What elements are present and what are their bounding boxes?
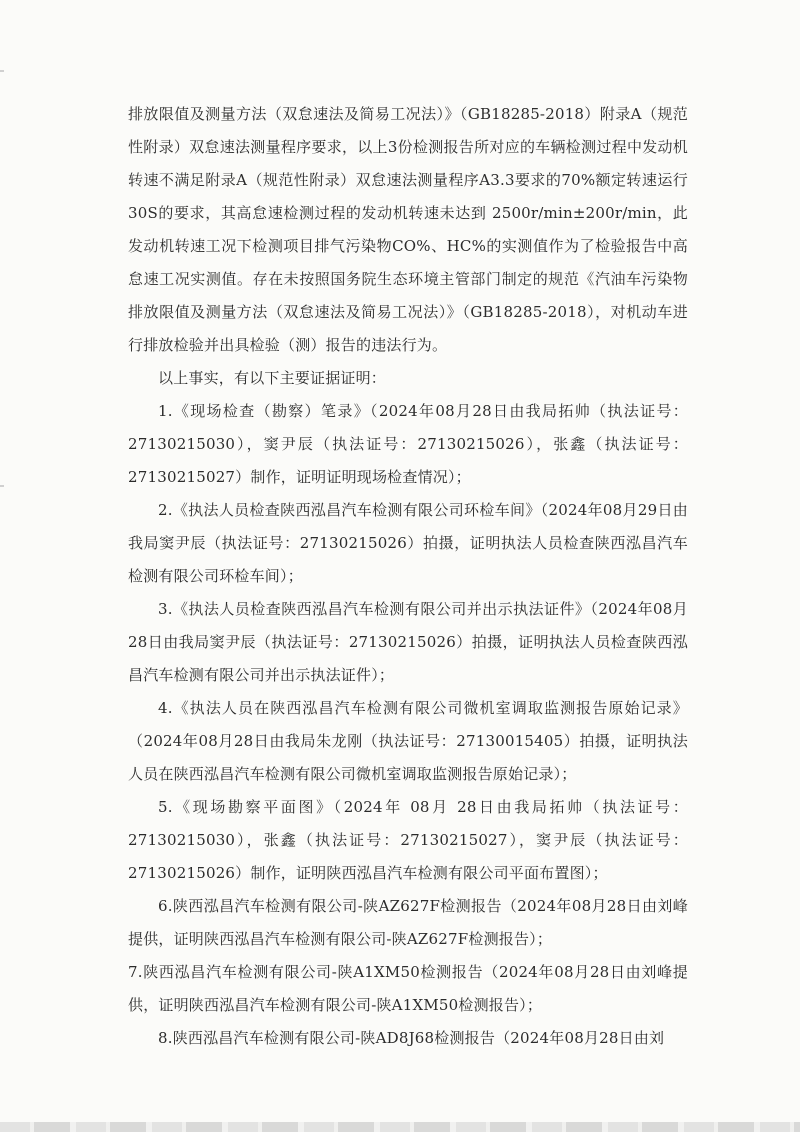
evidence-item-8: 8.陕西泓昌汽车检测有限公司-陕AD8J68检测报告（2024年08月28日由刘 bbox=[158, 1029, 665, 1047]
scan-bottom-edge bbox=[0, 1122, 800, 1132]
paragraph-evidence-intro: 以上事实，有以下主要证据证明： bbox=[158, 369, 387, 387]
evidence-item-2: 2.《执法人员检查陕西泓昌汽车检测有限公司环检车间》（2024年08月29日由我局窦尹辰（执法证号：27130215026）拍摄，证明执法人员检查陕西泓昌汽车检测有限公司环检车间）； bbox=[128, 501, 688, 585]
evidence-item-5: 5.《现场勘察平面图》（2024年 08月 28日由我局拓帅（执法证号：27130215030），张鑫（执法证号：27130215027），窦尹辰（执法证号：27130215026）制作，证明陕西泓昌汽车检测有限公司平面布置图）； bbox=[128, 798, 688, 882]
evidence-item-3: 3.《执法人员检查陕西泓昌汽车检测有限公司并出示执法证件》（2024年08月28日由我局窦尹辰（执法证号：27130215026）拍摄，证明执法人员检查陕西泓昌汽车检测有限公司并出示执法证件）； bbox=[128, 600, 688, 684]
scan-edge-mark bbox=[0, 70, 4, 72]
evidence-item-1: 1.《现场检查（勘察）笔录》（2024年08月28日由我局拓帅（执法证号：27130215030），窦尹辰（执法证号：27130215026），张鑫（执法证号：27130215027）制作，证明证明现场检查情况）； bbox=[128, 402, 688, 486]
evidence-item-6: 6.陕西泓昌汽车检测有限公司-陕AZ627F检测报告（2024年08月28日由刘峰提供，证明陕西泓昌汽车检测有限公司-陕AZ627F检测报告）； bbox=[128, 897, 688, 948]
document-body bbox=[128, 98, 688, 1055]
scan-edge-mark bbox=[0, 485, 4, 487]
paragraph-continuation: 排放限值及测量方法（双怠速法及简易工况法）》（GB18285-2018）附录A（规范性附录）双怠速法测量程序要求，以上3份检测报告所对应的车辆检测过程中发动机转速不满足附录A（规范性附录）双怠速法测量程序A3.3要求的70%额定转速运行 30S的要求，其高怠速检测过程的发动机转速未达到 2500r/min±200r/min，此发动机转速工况下检测项目排气污染物CO%、HC%的实测值作为了检验报告中高怠速工况实测值。存在未按照国务院生态环境主管部门制定的规范《汽油车污染物排放限值及测量方法（双怠速法及简易工况法）》（GB18285-2018），对机动车进行排放检验并出具检验（测）报告的违法行为。 bbox=[128, 105, 688, 354]
evidence-item-7: 7.陕西泓昌汽车检测有限公司-陕A1XM50检测报告（2024年08月28日由刘峰提供，证明陕西泓昌汽车检测有限公司-陕A1XM50检测报告）； bbox=[128, 963, 688, 1014]
evidence-item-4: 4.《执法人员在陕西泓昌汽车检测有限公司微机室调取监测报告原始记录》（2024年08月28日由我局朱龙刚（执法证号：27130015405）拍摄，证明执法人员在陕西泓昌汽车检测有限公司微机室调取监测报告原始记录）； bbox=[128, 699, 688, 783]
